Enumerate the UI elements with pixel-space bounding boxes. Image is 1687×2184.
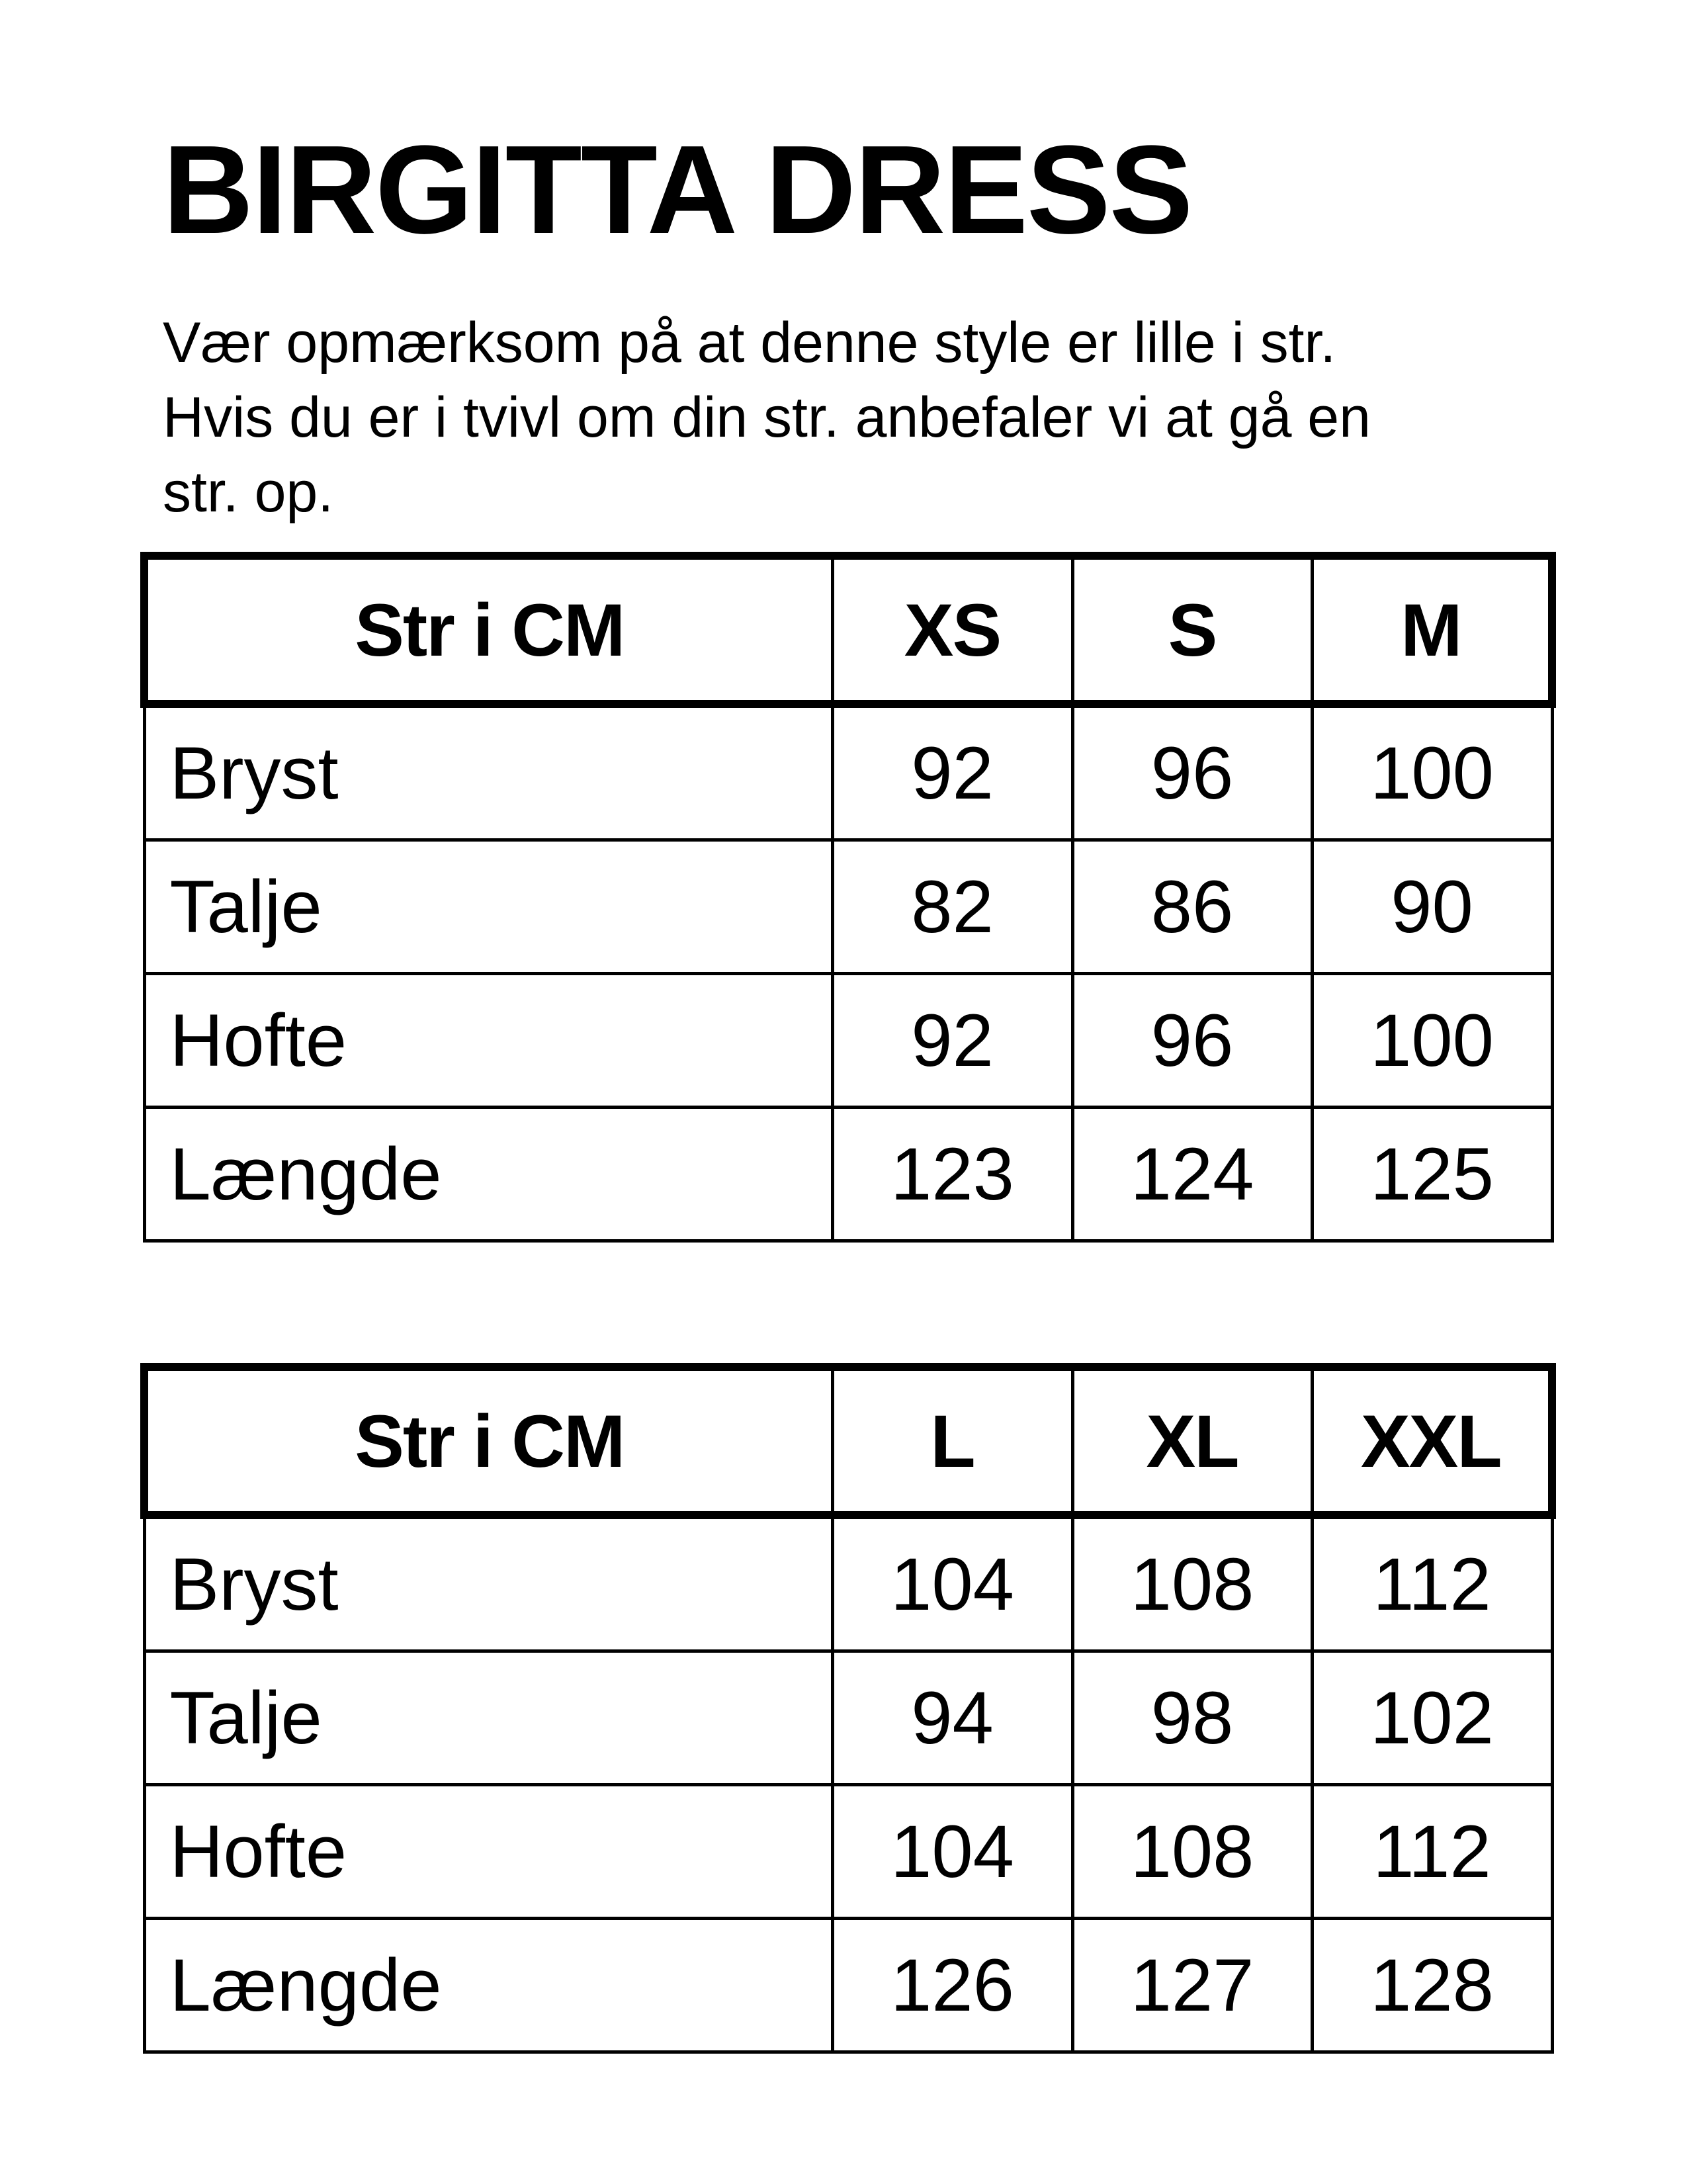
measure-value: 128 xyxy=(1312,1919,1552,2052)
measure-value: 100 xyxy=(1312,974,1552,1108)
size-table-header-row xyxy=(144,556,1552,704)
header-size-xl: XL xyxy=(1072,1367,1312,1515)
measure-label: Talje xyxy=(144,840,832,974)
page-title: BIRGITTA DRESS xyxy=(163,120,1192,260)
measure-value: 125 xyxy=(1312,1108,1552,1241)
measure-label: Bryst xyxy=(144,704,832,840)
header-unit-cell: Str i CM xyxy=(144,1367,832,1515)
table-row xyxy=(144,1785,1552,1919)
size-table-header-row xyxy=(144,1367,1552,1515)
table-row xyxy=(144,1108,1552,1241)
measure-value: 112 xyxy=(1312,1515,1552,1651)
table-row xyxy=(144,704,1552,840)
measure-value: 98 xyxy=(1072,1651,1312,1785)
size-note-line: str. op. xyxy=(163,460,334,524)
measure-value: 104 xyxy=(832,1785,1072,1919)
measure-label: Længde xyxy=(144,1108,832,1241)
measure-label: Bryst xyxy=(144,1515,832,1651)
measure-value: 96 xyxy=(1072,974,1312,1108)
measure-value: 90 xyxy=(1312,840,1552,974)
measure-value: 92 xyxy=(832,704,1072,840)
table-row xyxy=(144,1919,1552,2052)
measure-label: Talje xyxy=(144,1651,832,1785)
header-size-m: M xyxy=(1312,556,1552,704)
measure-value: 124 xyxy=(1072,1108,1312,1241)
table-row xyxy=(144,1651,1552,1785)
measure-value: 86 xyxy=(1072,840,1312,974)
measure-value: 123 xyxy=(832,1108,1072,1241)
header-size-s: S xyxy=(1072,556,1312,704)
table-row xyxy=(144,974,1552,1108)
size-table-l-xxl xyxy=(140,1363,1556,2054)
measure-value: 126 xyxy=(832,1919,1072,2052)
measure-value: 94 xyxy=(832,1651,1072,1785)
table-row xyxy=(144,840,1552,974)
measure-value: 96 xyxy=(1072,704,1312,840)
table-row xyxy=(144,1515,1552,1651)
measure-value: 102 xyxy=(1312,1651,1552,1785)
measure-value: 108 xyxy=(1072,1515,1312,1651)
size-table-xs-m xyxy=(140,552,1556,1243)
header-unit-cell: Str i CM xyxy=(144,556,832,704)
measure-value: 100 xyxy=(1312,704,1552,840)
measure-label: Hofte xyxy=(144,974,832,1108)
measure-value: 92 xyxy=(832,974,1072,1108)
header-size-xs: XS xyxy=(832,556,1072,704)
header-size-xxl: XXL xyxy=(1312,1367,1552,1515)
header-size-l: L xyxy=(832,1367,1072,1515)
size-note-line: Vær opmærksom på at denne style er lille i str. xyxy=(163,311,1336,374)
measure-label: Hofte xyxy=(144,1785,832,1919)
measure-value: 82 xyxy=(832,840,1072,974)
measure-value: 112 xyxy=(1312,1785,1552,1919)
measure-label: Længde xyxy=(144,1919,832,2052)
size-note-line: Hvis du er i tvivl om din str. anbefaler vi at gå en xyxy=(163,386,1371,449)
size-note xyxy=(163,306,1585,530)
measure-value: 127 xyxy=(1072,1919,1312,2052)
measure-value: 108 xyxy=(1072,1785,1312,1919)
measure-value: 104 xyxy=(832,1515,1072,1651)
